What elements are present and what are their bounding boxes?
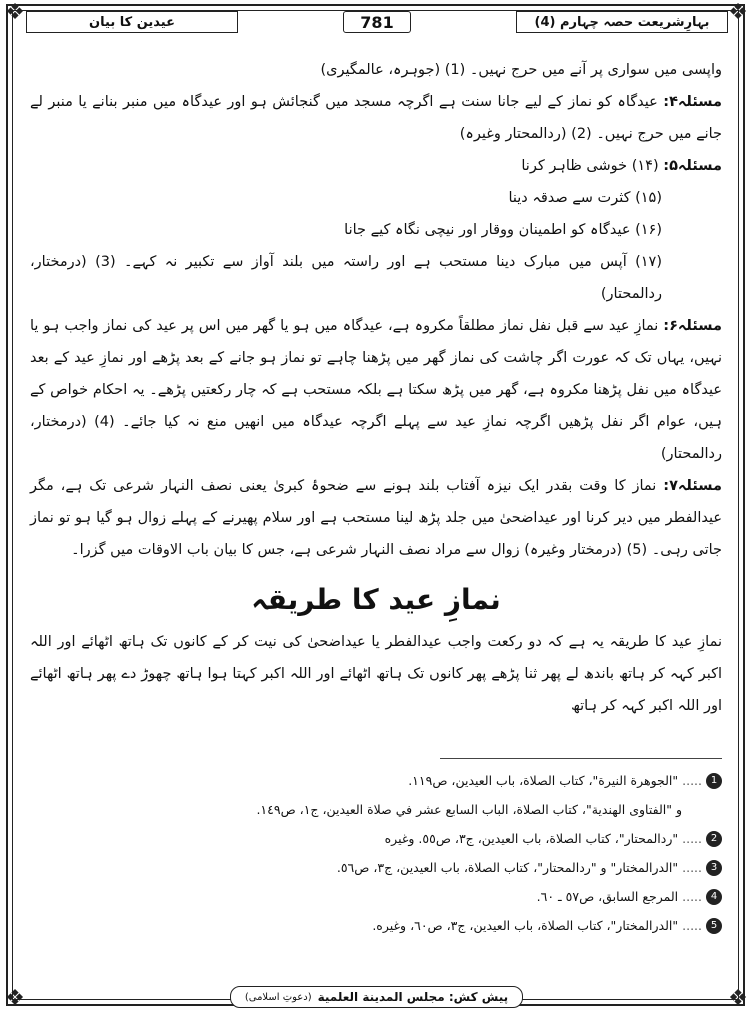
publisher-org: (دعوتِ اسلامی) — [244, 991, 312, 1003]
list-item: (۱۷) آپس میں مبارک دینا مستحب ہے اور راستہ میں بلند آواز سے تکبیر نہ کہے۔ (3) (درمختار، ردالمحتار) — [30, 254, 662, 302]
masala-text: نمازِ عید سے قبل نفل نماز مطلقاً مکروہ ہے، عیدگاہ میں ہو یا گھر میں اس پر عید کی نماز واجب ہو یا نہیں، یہاں تک کہ عورت اگر چاشت کی نماز گھر میں پڑھنا چاہے تو نماز ہو جانے کے بعد پڑھے اور نمازِ عید کے بعد عیدگاہ میں نفل پڑھنا مکروہ ہے، گھر میں پڑھ سکتا ہے بلکہ مستحب ہے کہ چار رکعتیں پڑھے۔ یہ احکام خواص کے ہیں، عوام اگر نفل پڑھیں اگرچہ نمازِ عید سے پہلے اگرچہ عیدگاہ میں انھیں منع نہ کیا جائے۔ (4) (درمختار، ردالمحتار) — [30, 318, 722, 462]
footnote-number: 4 — [706, 889, 722, 905]
page-number: 781 — [343, 11, 411, 33]
paragraph: واپسی میں سواری پر آنے میں حرج نہیں۔ (1) (جوہرہ، عالمگیری) — [320, 62, 722, 78]
footnote-text: المرجع السابق، ص٥٧ ـ ٦٠. — [536, 889, 679, 904]
corner-ornament-icon: ❖ — [728, 0, 748, 25]
footnotes — [30, 766, 722, 940]
page-footer — [0, 986, 753, 1008]
footnote-number: 2 — [706, 831, 722, 847]
footnote-number: 3 — [706, 860, 722, 876]
list-item: (۱۵) کثرت سے صدقہ دینا — [508, 190, 662, 206]
masala-6 — [30, 310, 722, 470]
footnote-number: 1 — [706, 773, 722, 789]
main-text — [30, 54, 722, 722]
section-heading: نمازِ عید کا طریقہ — [251, 583, 501, 616]
publisher-name: پیش کش: مجلس المدينة العلمية — [317, 990, 509, 1004]
masala-5 — [30, 150, 722, 182]
masala-label: مسئلہ۵: — [663, 158, 722, 174]
masala-label: مسئلہ۷: — [663, 478, 722, 494]
footnote-continuation — [30, 795, 722, 824]
footnote-text: "الدرالمختار" و "ردالمحتار"، كتاب الصلاة، باب العيدين، ج٣، ص٥٦. — [336, 860, 679, 875]
footnote: 3 ..... "الدرالمختار" و "ردالمحتار"، كتاب الصلاة، باب العيدين، ج٣، ص٥٦. — [30, 853, 722, 882]
list-item: (۱۶) عیدگاہ کو اطمینان ووقار اور نیچی نگاہ کیے جانا — [344, 222, 662, 238]
book-title: بہارِشریعت حصہ چہارم (4) — [516, 11, 728, 33]
footnote: 4 ..... المرجع السابق، ص٥٧ ـ ٦٠. — [30, 882, 722, 911]
footnote-text: "الجوهرة النيرة"، كتاب الصلاة، باب العيدين، ص١١٩. — [408, 773, 679, 788]
footnote: 2 ..... "ردالمحتار"، كتاب الصلاة، باب العيدين، ج٣، ص٥٥. وغيره — [30, 824, 722, 853]
corner-ornament-icon: ❖ — [5, 0, 25, 25]
masala-text: (۱۴) خوشی ظاہر کرنا — [521, 158, 664, 174]
corner-ornament-icon: ❖ — [728, 986, 748, 1011]
masala-text: عیدگاہ کو نماز کے لیے جانا سنت ہے اگرچہ مسجد میں گنجائش ہو اور عیدگاہ میں منبر بنانے یا منبر لے جانے میں حرج نہیں۔ (2) (ردالمحتار وغیرہ) — [30, 94, 722, 142]
chapter-title: عیدین کا بیان — [26, 11, 238, 33]
publisher-credit — [230, 986, 523, 1008]
footnote: 5 ..... "الدرالمختار"، كتاب الصلاة، باب العيدين، ج٣، ص٦٠، وغيره. — [30, 911, 722, 940]
footnote-divider — [440, 758, 722, 759]
footnote-text: و "الفتاوى الهندية"، كتاب الصلاة، الباب السابع عشر في صلاة العيدين، ج١، ص١٤٩. — [256, 802, 682, 817]
masala-4 — [30, 86, 722, 150]
footnote-number: 5 — [706, 918, 722, 934]
corner-ornament-icon: ❖ — [5, 986, 25, 1011]
footnote-text: "ردالمحتار"، كتاب الصلاة، باب العيدين، ج٣، ص٥٥. وغيره — [384, 831, 679, 846]
footnote-text: "الدرالمختار"، كتاب الصلاة، باب العيدين، ج٣، ص٦٠، وغيره. — [372, 918, 679, 933]
masala-text: نماز کا وقت بقدر ایک نیزہ آفتاب بلند ہونے سے ضحوۂ کبریٰ یعنی نصف النہار شرعی تک ہے، مگر عیدالفطر میں دیر کرنا اور عیداضحیٰ میں جلد پڑھ لینا مستحب ہے اور سلام پھیرنے کے پہلے زوال ہو گیا ہو تو نماز جاتی رہی۔ (5) (درمختار وغیرہ) زوال سے مراد نصف النہار شرعی ہے، جس کا بیان باب الاوقات میں گزرا۔ — [30, 478, 722, 558]
method-paragraph: نمازِ عید کا طریقہ یہ ہے کہ دو رکعت واجب عیدالفطر یا عیداضحیٰ کی نیت کر کے کانوں تک ہاتھ اٹھائے اور اللہ اکبر کہہ کر ہاتھ باندھ لے پھر ثنا پڑھے پھر کانوں تک ہاتھ اٹھائے اور اللہ اکبر کہتا ہوا ہاتھ چھوڑ دے پھر ہاتھ اٹھائے اور اللہ اکبر کہہ کر ہاتھ — [30, 634, 722, 714]
masala-label: مسئلہ۶: — [663, 318, 722, 334]
footnote: 1 ..... "الجوهرة النيرة"، كتاب الصلاة، باب العيدين، ص١١٩. — [30, 766, 722, 795]
page-header — [26, 8, 728, 36]
masala-label: مسئلہ۴: — [663, 94, 722, 110]
masala-7 — [30, 470, 722, 566]
